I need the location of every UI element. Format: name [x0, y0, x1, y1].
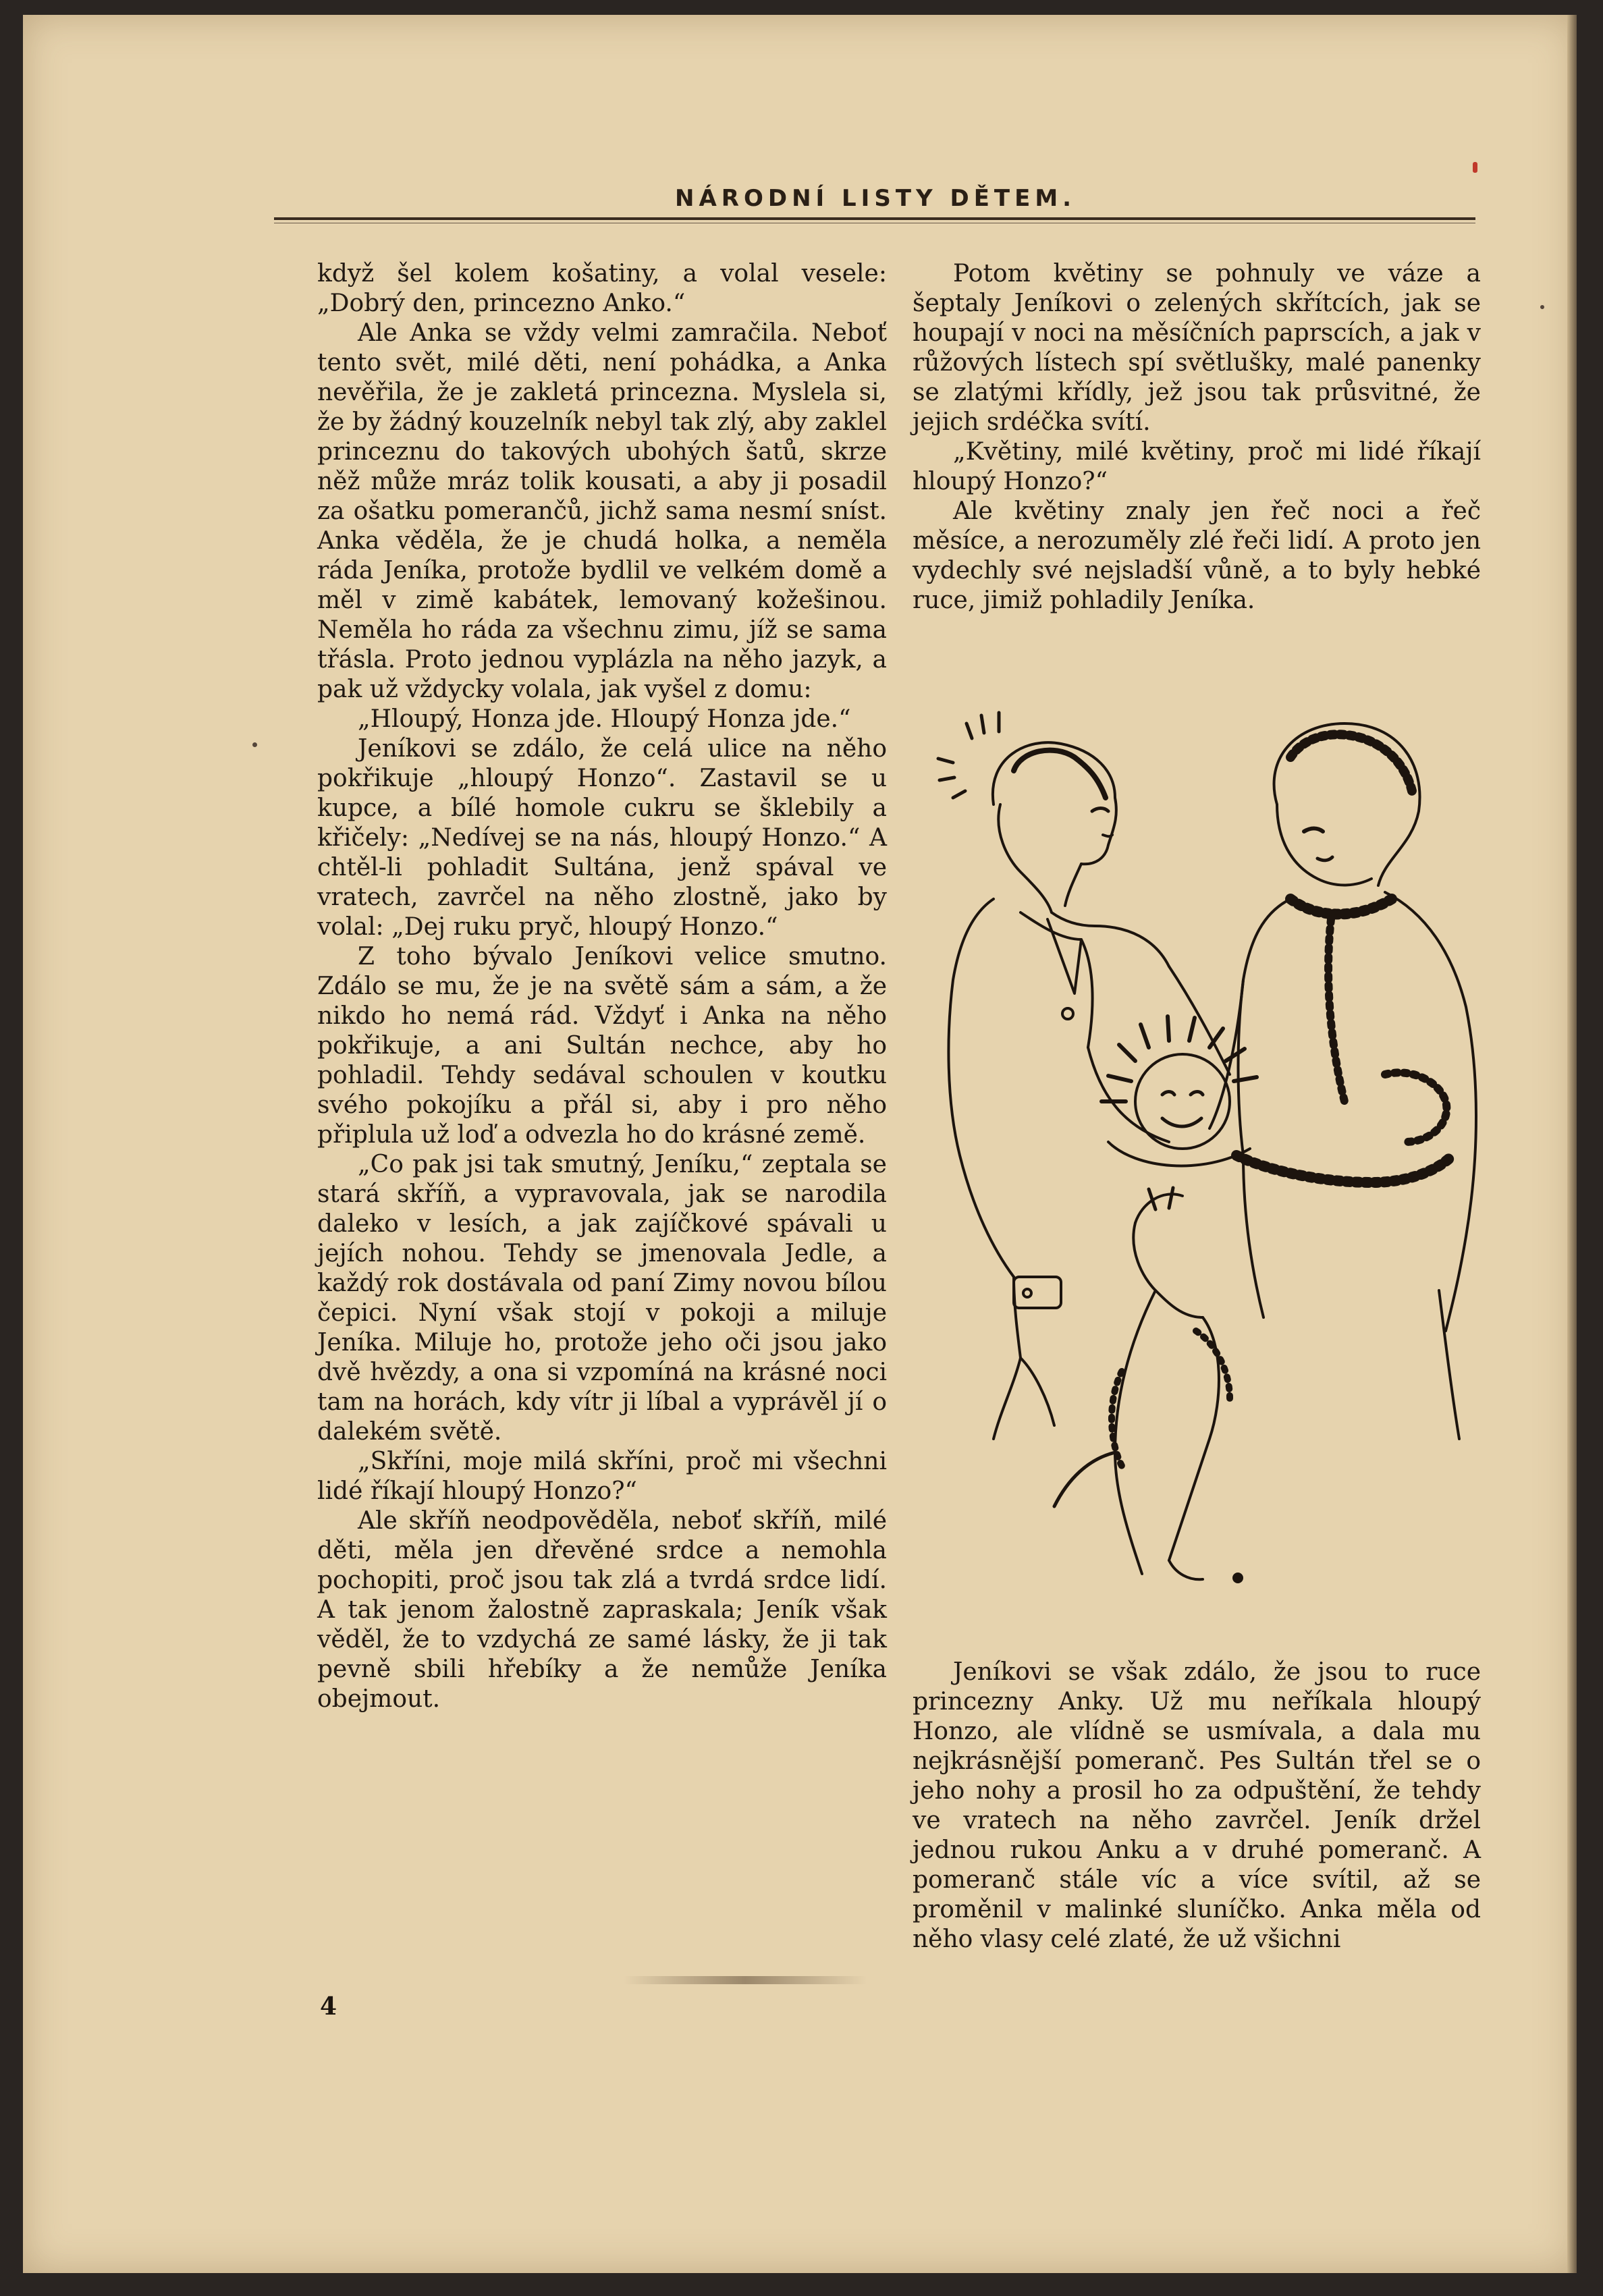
dog-sultan [1054, 1188, 1242, 1582]
paragraph: Jeníkovi se zdálo, že celá ulice na něho pokřikuje „hloupý Honzo“. Zastavil se u kupce, a bílé homole cukru se šklebily a křičely: „Nedívej se na nás, hloupý Honzo.“ A chtěl-li pohladit Sultána, jenž spával ve vratech, zavrčel na něho zlostně, jako by volal: „Dej ruku pryč, hloupý Honzo.“ [317, 735, 887, 941]
surprise-marks [938, 713, 999, 798]
newspaper-page [23, 15, 1577, 2273]
illustration-boy-girl-dog [913, 696, 1481, 1641]
paragraph: když šel kolem košatiny, a volal vesele: „Dobrý den, princezno Anko.“ [317, 260, 887, 317]
paragraph: Ale květiny znaly jen řeč noci a řeč měsíce, a nerozuměly zlé řeči lidí. A proto jen vydechly své nejsladší vůně, a to byly hebké ruce, jimiž pohladily Jeníka. [913, 497, 1481, 614]
paragraph: „Květiny, milé květiny, proč mi lidé říkají hloupý Honzo?“ [913, 438, 1481, 495]
page-header-title: NÁRODNÍ LISTY DĚTEM. [675, 185, 1077, 212]
girl-head [1274, 723, 1420, 885]
paragraph: Potom květiny se pohnuly ve váze a šeptaly Jeníkovi o zelených skřítcích, jak se houpají v noci na měsíčních paprscích, a jak v růžových lístech spí světlušky, malé panenky se zlatými křídly, jež jsou tak průsvitné, že jejich srdéčka svítí. [913, 260, 1481, 436]
caption-paragraph: Jeníkovi se však zdálo, že jsou to ruce princezny Anky. Už mu neříkala hloupý Honzo, ale vlídně se usmívala, a dala mu nejkrásnější pomeranč. Pes Sultán třel se o jeho nohy a prosil ho za odpuštění, že tehdy ve vratech na něho zavrčel. Jeník držel jednou rukou Anku a v druhé pomeranč. A pomeranč stále víc a více svítil, až se proměnil v malinké sluníčko. Anka měla od něho vlasy celé zlaté, že už všichni [913, 1658, 1481, 1953]
ink-speck [1473, 162, 1477, 173]
ink-smudge [624, 1976, 867, 1984]
page-spine-edge [1567, 15, 1577, 2273]
header-rule [274, 217, 1475, 220]
paragraph: Ale skříň neodpověděla, neboť skříň, milé děti, měla jen dřevěné srdce a nemohla pochopiti, proč jsou tak zlá a tvrdá srdce lidí. A tak jenom žalostně zapraskala; Jeník však věděl, že to vzdychá ze samé lásky, že ji tak pevně sbili hřebíky a že nemůže Jeníka obejmout. [317, 1507, 887, 1713]
boy-body [948, 899, 1169, 1439]
paragraph: Z toho bývalo Jeníkovi velice smutno. Zdálo se mu, že je na světě sám a sám, a že nikdo ho nemá rád. Vždyť i Anka na něho pokřikuje, a ani Sultán nechce, aby ho pohladil. Tehdy sedával schoulen v koutku svého pokojíku a přál si, aby i pro něho připlula už loď a odvezla ho do krásné země. [317, 943, 887, 1149]
arms [1088, 966, 1243, 1142]
right-column-top [913, 259, 1481, 616]
page-number: 4 [320, 1992, 337, 2021]
paragraph: „Co pak jsi tak smutný, Jeníku,“ zeptala se stará skříň, a vypravovala, jak se narodila daleko v lesích, a jak zajíčkové spávali u jejích nohou. Tehdy se jmenovala Jedle, a každý rok dostávala od paní Zimy novou bílou čepici. Nyní však stojí v pokoji a miluje Jeníka. Miluje ho, protože jeho oči jsou jako dvě hvězdy, a ona si vzpomíná na krásné noci tam na horách, kdy vítr ji líbal a vyprávěl jí o dalekém světě. [317, 1151, 887, 1446]
paragraph: „Hloupý, Honza jde. Hloupý Honza jde.“ [358, 705, 851, 733]
girl-body [1237, 892, 1476, 1439]
sun-orange [1102, 1016, 1257, 1166]
paragraph: Ale Anka se vždy velmi zamračila. Neboť tento svět, milé děti, není pohádka, a Anka nevěřila, že je zakletá princezna. Myslela si, že by žádný kouzelník nebyl tak zlý, aby zaklel princeznu do takových ubohých šatů, skrze něž může mráz tolik kousati, a aby ji posadil za ošatku pomerančů, jichž sama nesmí sníst. Anka věděla, že je chudá holka, a neměla ráda Jeníka, protože bydlil ve velkém domě a měl v zimě kabátek, lemovaný kožešinou. Neměla ho ráda za všechnu zimu, jíž se sama třásla. Proto jednou vyplázla na něho jazyk, a pak už vždycky volala, jak vyšel z domu: [317, 319, 887, 703]
boy-head [993, 742, 1116, 912]
left-column [317, 259, 887, 1714]
ink-speck [1540, 305, 1544, 309]
paragraph: „Skříni, moje milá skříni, proč mi všechni lidé říkají hloupý Honzo?“ [317, 1448, 887, 1505]
right-column-caption [913, 1658, 1481, 1955]
ink-speck [252, 742, 257, 747]
